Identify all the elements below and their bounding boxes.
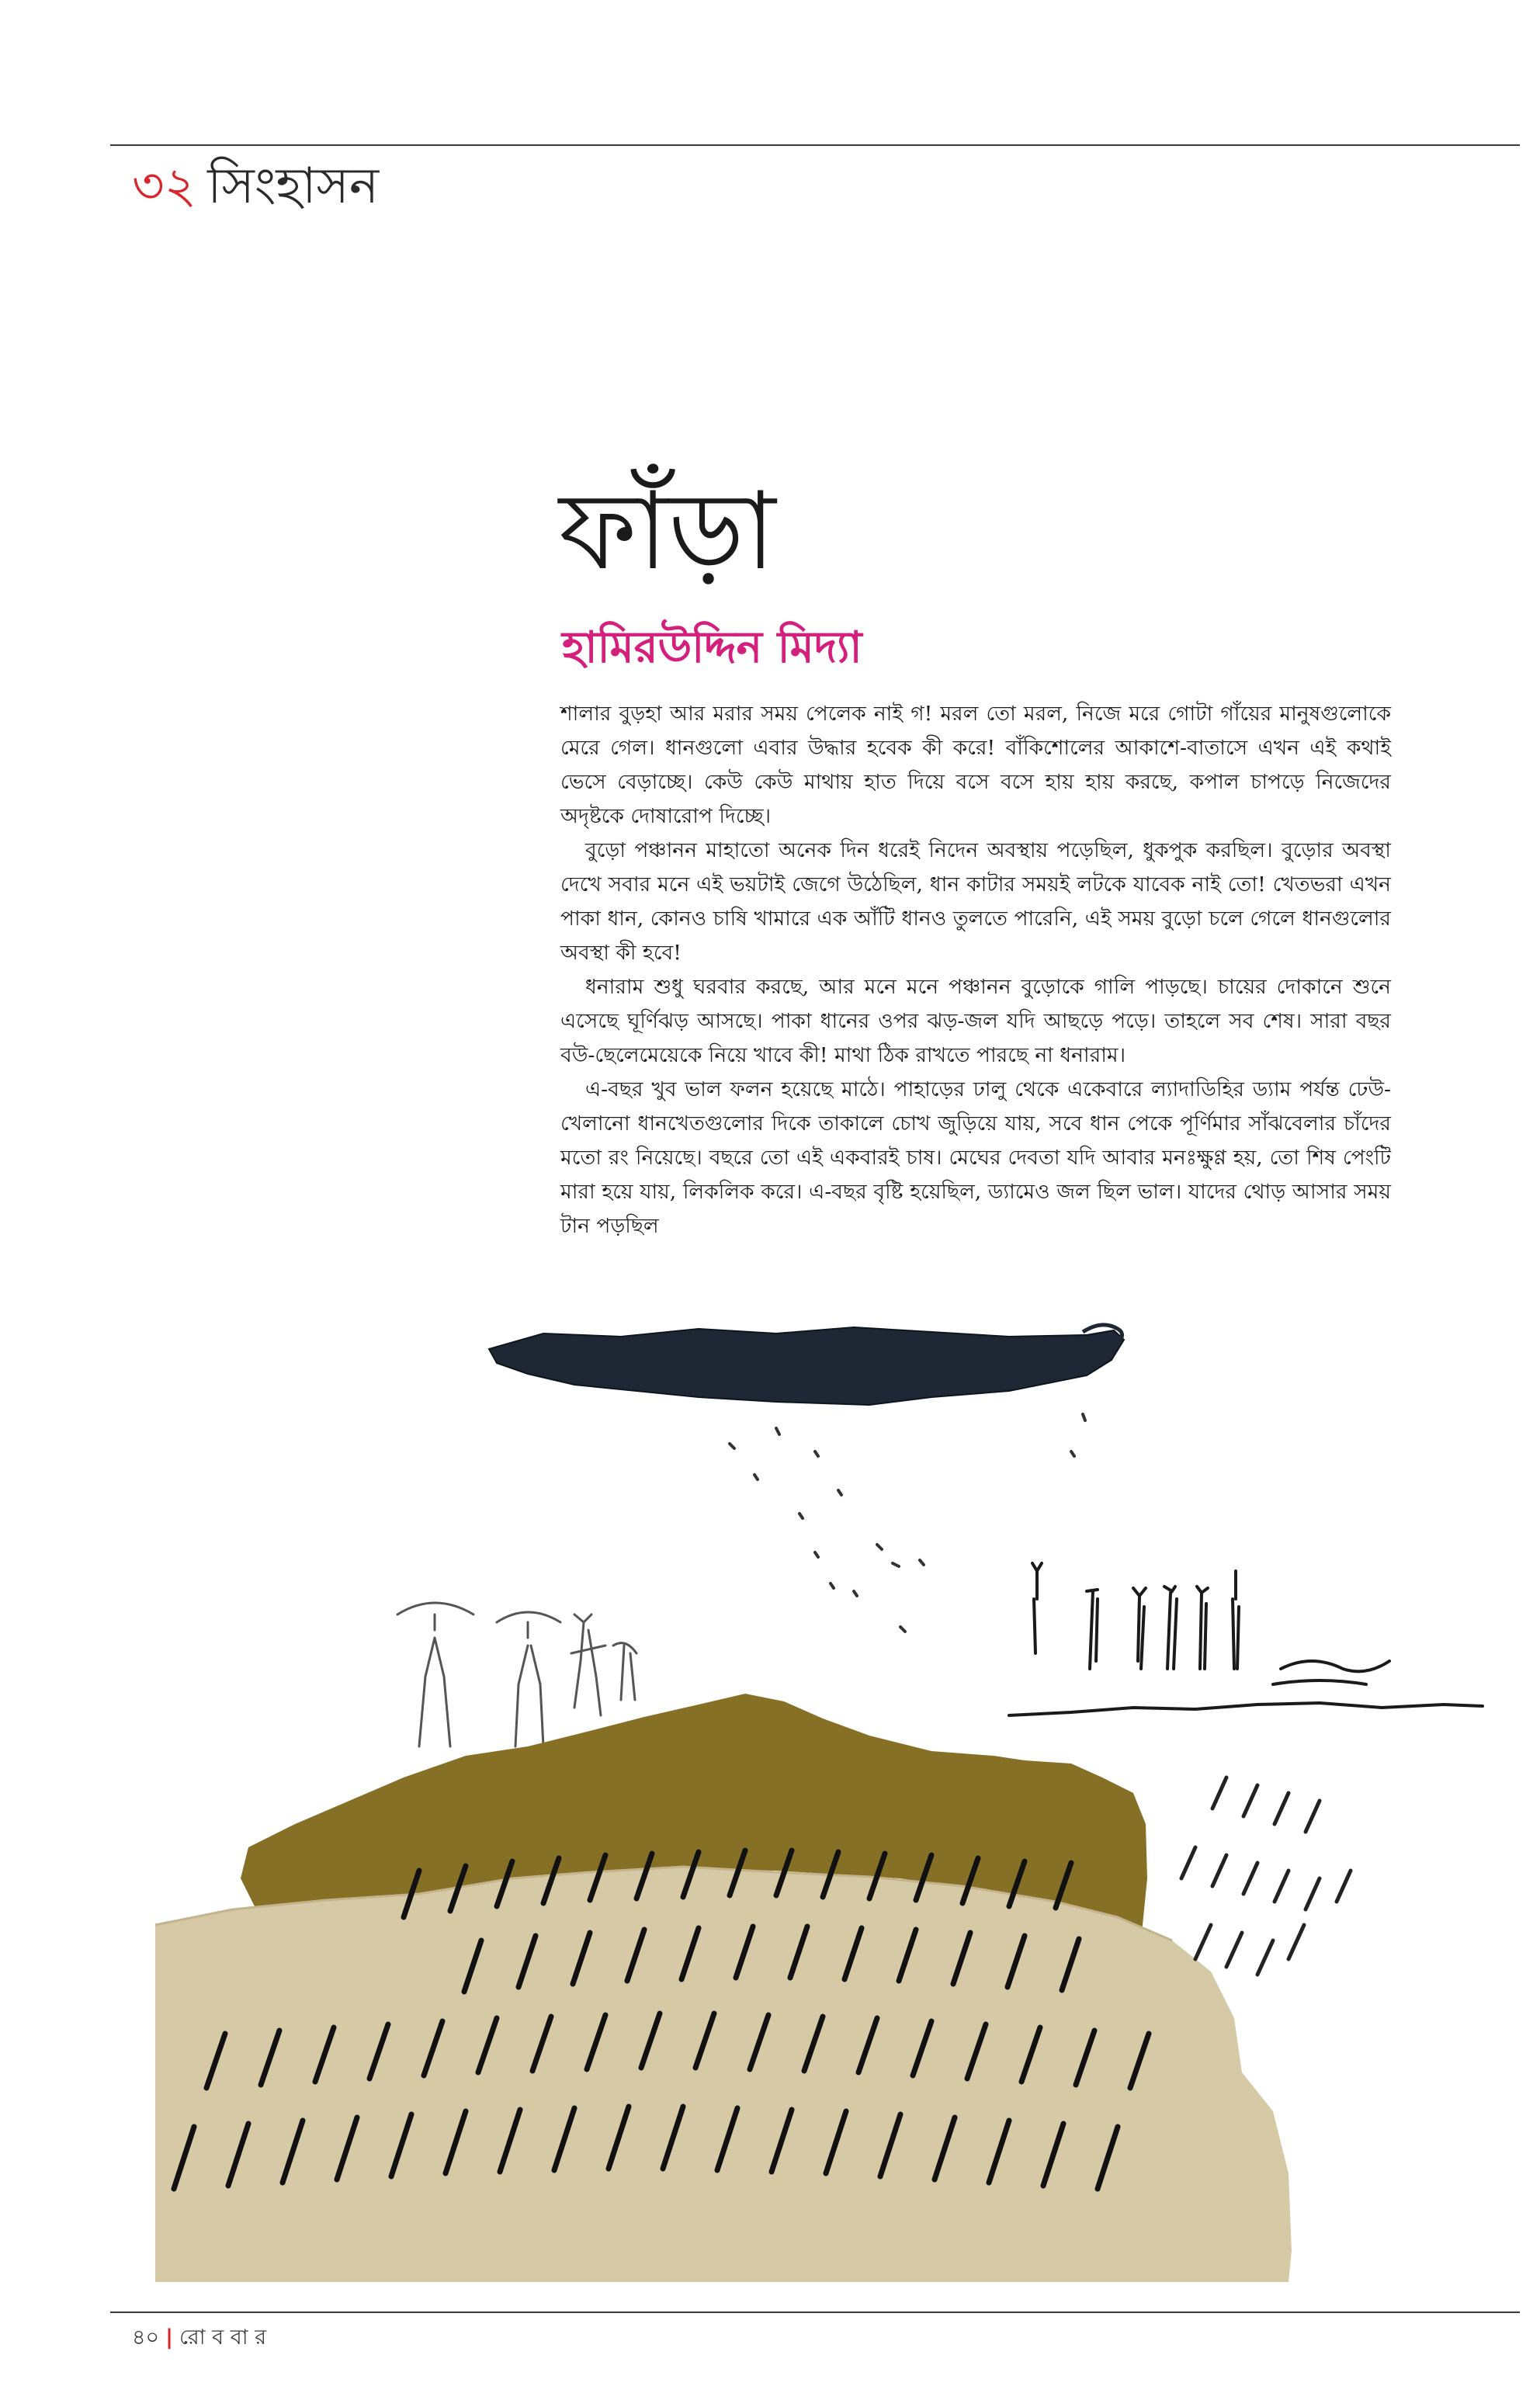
storm-cloud xyxy=(489,1327,1124,1405)
story-title: ফাঁড়া xyxy=(559,469,776,594)
story-paragraph: এ-বছর খুব ভাল ফলন হয়েছে মাঠে। পাহাড়ের ঢালু থেকে একেবারে ল্যাদাডিহির ড্যাম পর্যন্ত ঢেউ-খেলানো ধানখেতগুলোর দিকে তাকালে চোখ জুড়িয়ে যায়, সবে ধান পেকে পূর্ণিমার সাঁঝবেলার চাঁদের মতো রং নিয়েছে। বছরে তো এই একবারই চাষ। মেঘের দেবতা যদি আবার মনঃক্ষুণ্ণ হয়, তো শিষ পেংটি মারা হয়ে যায়, লিকলিক করে। এ-বছর বৃষ্টি হয়েছিল, ড্যামেও জল ছিল ভাল। যাদের থোড় আসার সময় টান পড়ছিল xyxy=(560,1077,1391,1238)
rain-strokes-right xyxy=(1181,1777,1351,1975)
story-paragraph: ধনারাম শুধু ঘরবার করছে, আর মনে মনে পঞ্চানন বুড়োকে গালি পাড়ছে। চায়ের দোকানে শুনে এসেছে ঘূর্ণিঝড় আসছে। পাকা ধানের ওপর ঝড়-জল যদি আছড়ে পড়ে। তাহলে সব শেষ। সারা বছর বউ-ছেলেমেয়েকে নিয়ে খাবে কী! মাথা ঠিক রাখতে পারছে না ধনারাম। xyxy=(560,975,1391,1067)
section-number: ৩২ xyxy=(132,158,197,215)
story-author: হামিরউদ্দিন মিদ্যা xyxy=(562,623,862,673)
section-header xyxy=(132,155,379,217)
section-title: সিংহাসন xyxy=(207,158,380,215)
field-paper xyxy=(155,1867,1292,2282)
story-paragraph: শালার বুড়হা আর মরার সময় পেলেক নাই গ! মরল তো মরল, নিজে মরে গোটা গাঁয়ের মানুষগুলোকে মেরে গেল। ধানগুলো এবার উদ্ধার হবেক কী করে! বাঁকিশোলের আকাশে-বাতাসে এখন এই কথাই ভেসে বেড়াচ্ছে। কেউ কেউ মাথায় হাত দিয়ে বসে বসে হায় হায় করছে, কপাল চাপড়ে নিজেদের অদৃষ্টকে দোষারোপ দিচ্ছে। xyxy=(560,702,1391,828)
story-paragraph: বুড়ো পঞ্চানন মাহাতো অনেক দিন ধরেই নিদেন অবস্থায় পড়েছিল, ধুকপুক করছিল। বুড়োর অবস্থা দেখে সবার মনে এই ভয়টাই জেগে উঠেছিল, ধান কাটার সময়ই লটকে যাবেক নাই তো! খেতভরা এখন পাকা ধান, কোনও চাষি খামারে এক আঁটি ধানও তুলতে পারেনি, এই সময় বুড়ো চলে গেলে ধানগুলোর অবস্থা কী হবে! xyxy=(560,838,1391,965)
header-rule xyxy=(110,144,1520,146)
magazine-name: রো ব বা র xyxy=(179,2325,267,2350)
story-body xyxy=(560,697,1391,1243)
page-number: ৪০ xyxy=(132,2325,160,2350)
figures-right xyxy=(1009,1563,1483,1715)
page-footer xyxy=(132,2321,266,2355)
footer-separator: | xyxy=(165,2325,173,2350)
collage-illustration xyxy=(0,1320,1540,2321)
footer-rule xyxy=(110,2311,1520,2313)
figures-left xyxy=(397,1603,636,1746)
rain-drops xyxy=(730,1414,1085,1632)
